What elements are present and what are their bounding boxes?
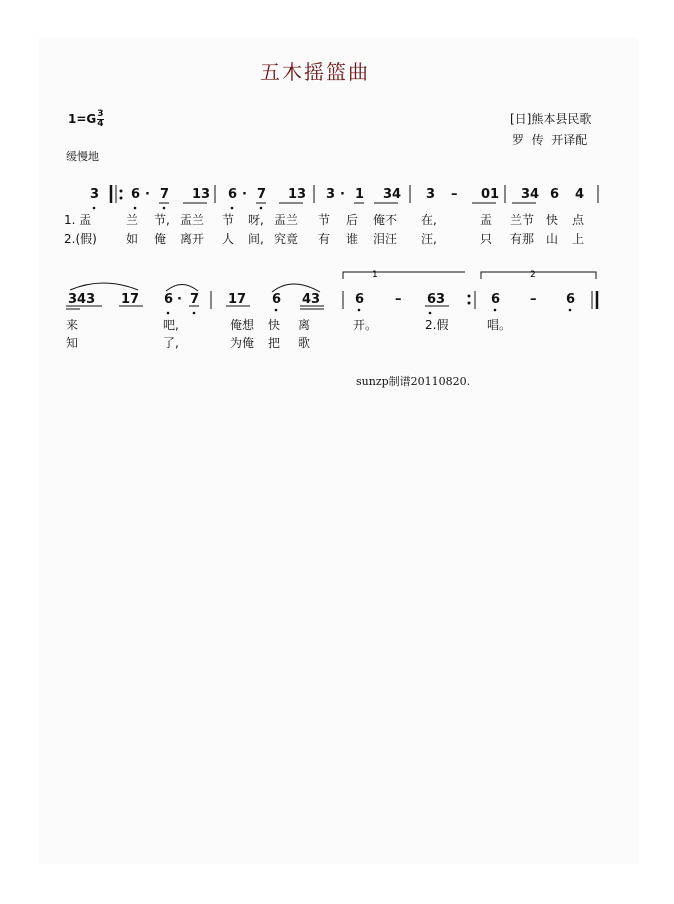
- line2-lyric-verse2: 为俺: [230, 336, 255, 350]
- line2-lyric-verse2: 了,: [163, 336, 179, 350]
- line1-lyric-verse1: 节,: [154, 213, 170, 227]
- line1-note: 7: [257, 187, 267, 202]
- line1-note: 7: [160, 187, 170, 202]
- line1-lyric-verse1: 节: [222, 213, 235, 227]
- line2-note: ·: [177, 292, 182, 307]
- key-label: 1=G: [68, 112, 97, 126]
- line2-lyric-verse2: 把: [268, 336, 281, 350]
- volta-2-label: 2: [530, 270, 536, 280]
- line2-note: 43: [302, 292, 321, 307]
- line1-note: 4: [575, 187, 585, 202]
- line2-lyric-verse1: 2.假: [425, 318, 449, 332]
- line1-lyric-verse2: 上: [572, 232, 585, 246]
- line1-lyric-verse1: 盂: [480, 213, 493, 227]
- line2-note: –: [395, 292, 402, 307]
- line1-lyric-verse2: 俺: [154, 232, 167, 246]
- footer-credit: sunzp制谱20110820.: [356, 375, 471, 388]
- line2-note: 17: [121, 292, 140, 307]
- line1-lyric-verse1: 节: [318, 213, 331, 227]
- meter-top: 3: [97, 109, 104, 119]
- line2-note: 6: [355, 292, 365, 307]
- line1-lyric-verse1: 盂兰: [274, 213, 299, 227]
- origin-credit: [日]熊本县民歌: [510, 112, 592, 126]
- line1-note: 3: [90, 187, 100, 202]
- line1-lyric-verse2: 谁: [346, 232, 359, 246]
- line2-lyric-verse1: 来: [66, 318, 79, 332]
- line1-note: 3: [426, 187, 436, 202]
- line1-lyric-verse2: 离开: [180, 232, 205, 246]
- line1-lyric-verse1: 兰: [126, 213, 139, 227]
- line2-note: 6: [272, 292, 282, 307]
- line1-lyric-verse1: 盂兰: [180, 213, 205, 227]
- line1-lyric-verse2: 2.(假): [64, 232, 97, 246]
- line1-note: 01: [481, 187, 500, 202]
- line1-note: 6: [228, 187, 238, 202]
- line2-lyric-verse1: 唱。: [487, 318, 512, 332]
- line2-lyric-verse1: 离: [298, 318, 311, 332]
- line1-lyric-verse2: 有那: [510, 232, 535, 246]
- line2-lyric-verse1: 快: [268, 318, 281, 332]
- line1-lyric-verse1: 点: [572, 213, 585, 227]
- line1-lyric-verse2: 人: [222, 232, 235, 246]
- line2-note: 6: [491, 292, 501, 307]
- line2-note: 17: [228, 292, 247, 307]
- line1-note: ·: [145, 187, 150, 202]
- line1-note: ·: [340, 187, 345, 202]
- line2-note: 6: [566, 292, 576, 307]
- line1-note: ·: [242, 187, 247, 202]
- line1-lyric-verse1: 1. 盂: [64, 213, 92, 227]
- line1-lyric-verse1: 俺不: [373, 213, 398, 227]
- line1-note: –: [451, 187, 458, 202]
- tempo-marking: 缓慢地: [66, 150, 99, 163]
- line1-lyric-verse2: 泪汪: [373, 232, 398, 246]
- line1-lyric-verse1: 快: [546, 213, 559, 227]
- line1-note: 6: [131, 187, 141, 202]
- line1-note: 1: [355, 187, 365, 202]
- line1-lyric-verse2: 如: [126, 232, 139, 246]
- line2-lyric-verse2: 歌: [298, 336, 311, 350]
- line1-note: 6: [550, 187, 560, 202]
- line2-note: 63: [427, 292, 446, 307]
- line1-lyric-verse1: 在,: [421, 213, 437, 227]
- line2-note: 7: [190, 292, 200, 307]
- line1-lyric-verse2: 有: [318, 232, 331, 246]
- line1-lyric-verse1: 后: [346, 213, 359, 227]
- line1-note: 13: [192, 187, 211, 202]
- line2-lyric-verse1: 俺想: [230, 318, 255, 332]
- volta-1-label: 1: [372, 270, 378, 280]
- line1-lyric-verse1: 兰节: [510, 213, 535, 227]
- line1-lyric-verse2: 只: [480, 232, 493, 246]
- line2-lyric-verse1: 吧,: [163, 318, 179, 332]
- line1-note: 34: [383, 187, 402, 202]
- line2-note: 6: [164, 292, 174, 307]
- line1-note: 3: [326, 187, 336, 202]
- line1-lyric-verse2: 究竟: [274, 232, 299, 246]
- line2-note: 343: [68, 292, 96, 307]
- line2-lyric-verse1: 开。: [353, 318, 378, 332]
- arranger-credit: 罗 传 开译配: [512, 133, 588, 147]
- line1-lyric-verse2: 间,: [248, 232, 264, 246]
- line1-note: 34: [521, 187, 540, 202]
- line1-lyric-verse2: 汪,: [421, 232, 437, 246]
- line1-lyric-verse1: 呀,: [248, 213, 264, 227]
- line2-lyric-verse2: 知: [66, 336, 79, 350]
- meter-bottom: 4: [97, 119, 104, 129]
- line1-note: 13: [288, 187, 307, 202]
- song-title: 五木摇篮曲: [260, 60, 370, 84]
- line2-note: –: [530, 292, 537, 307]
- line1-lyric-verse2: 山: [546, 232, 559, 246]
